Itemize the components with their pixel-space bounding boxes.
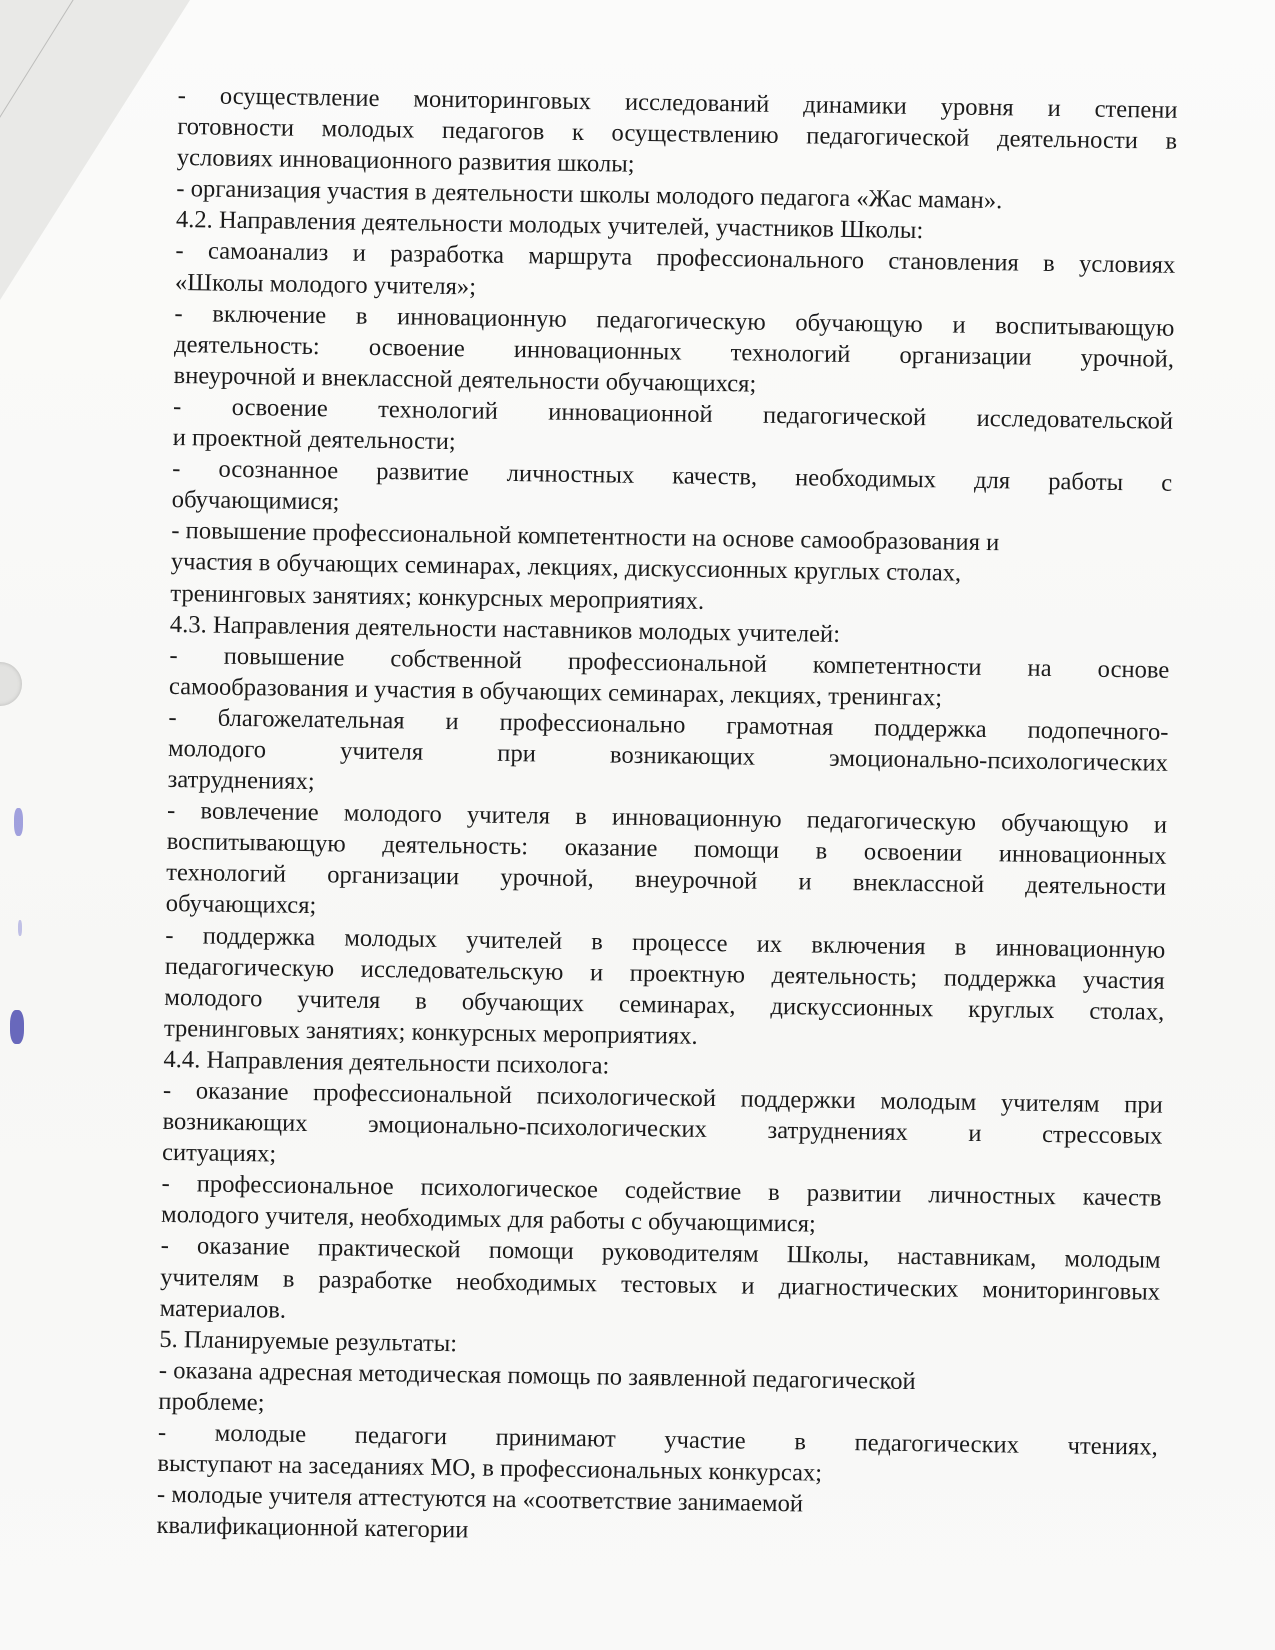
text-line: условиях инновационного развития школы;: [176, 144, 635, 178]
binder-hole: [0, 662, 22, 706]
text-line: - организация участия в деятельности школы молодого педагога «Жас маман».: [176, 175, 1003, 215]
text-line: проблеме;: [158, 1387, 265, 1417]
text-line: деятельность: освоение инновационных технологий организации урочной,: [173, 330, 1175, 373]
text-line: педагогическую исследовательскую и проектную деятельность; поддержка участия: [164, 952, 1165, 995]
text-line: обучающихся;: [165, 890, 317, 920]
text-line: выступают на заседаниях МО, в профессиональных конкурсах;: [157, 1449, 823, 1487]
text-line: молодого учителя в обучающих семинарах, дискуссионных круглых столах,: [164, 983, 1165, 1026]
ink-mark: [14, 808, 23, 836]
text-line: готовности молодых педагогов к осуществлению педагогической деятельности в: [177, 113, 1178, 155]
text-line: - благожелательная и профессионально грамотная поддержка подопечного-: [168, 703, 1169, 746]
text-line: - осуществление мониторинговых исследований динамики уровня и степени: [177, 81, 1178, 124]
text-line: - молодые педагоги принимают участие в педагогических чтениях,: [157, 1418, 1158, 1461]
text-line: квалификационной категории: [156, 1512, 469, 1544]
text-line: - оказание профессиональной психологической поддержки молодым учителям при: [162, 1076, 1164, 1119]
text-line: воспитывающую деятельность: оказание помощи в освоении инновационных: [166, 828, 1167, 870]
text-line: обучающимися;: [171, 486, 340, 516]
text-line: материалов.: [159, 1294, 287, 1324]
text-line: - самоанализ и разработка маршрута профессионального становления в условиях: [175, 237, 1176, 280]
text-line: технологий организации урочной, внеурочной и внеклассной деятельности: [166, 859, 1167, 902]
ink-mark: [10, 1010, 24, 1044]
text-line: - профессиональное психологическое содействие в развитии личностных качеств: [161, 1170, 1162, 1212]
text-line: самообразования и участия в обучающих семинарах, лекциях, тренингах;: [168, 672, 943, 712]
text-line: возникающих эмоционально-психологических затруднениях и стрессовых: [162, 1107, 1163, 1150]
text-line: - оказание практической помощи руководителям Школы, наставникам, молодым: [160, 1232, 1161, 1275]
text-line: и проектной деятельности;: [172, 423, 456, 456]
text-line: - повышение собственной профессиональной компетентности на основе: [169, 641, 1170, 684]
text-line: 4.3. Направления деятельности наставников молодых учителей:: [169, 610, 841, 648]
text-line: - освоение технологий инновационной педагогической исследовательской: [172, 392, 1174, 435]
text-line: тренинговых занятиях; конкурсных мероприятиях.: [170, 579, 705, 615]
text-line: - молодые учителя аттестуются на «соответствие занимаемой: [156, 1481, 804, 1518]
text-line: «Школы молодого учителя»;: [174, 268, 477, 301]
text-line: затруднениях;: [167, 765, 315, 796]
text-line: учителям в разработке необходимых тестовых и диагностических мониторинговых: [160, 1263, 1161, 1306]
text-line: - повышение профессиональной компетентности на основе самообразования и: [171, 517, 1000, 557]
text-line: внеурочной и внеклассной деятельности обучающихся;: [173, 361, 757, 398]
text-line: ситуациях;: [161, 1139, 277, 1168]
text-line: тренинговых занятиях; конкурсных мероприятиях.: [163, 1014, 698, 1050]
text-line: молодого учителя, необходимых для работы с обучающимися;: [160, 1201, 817, 1238]
text-line: 4.2. Направления деятельности молодых учителей, участников Школы:: [175, 206, 924, 245]
document-body: [156, 80, 1178, 1556]
text-line: участия в обучающих семинарах, лекциях, дискуссионных круглых столах,: [170, 548, 962, 588]
ink-mark: [18, 920, 22, 936]
text-line: - включение в инновационную педагогическую обучающую и воспитывающую: [174, 299, 1175, 342]
text-line: молодого учителя при возникающих эмоционально-психологических: [167, 734, 1169, 777]
folded-corner: [0, 0, 190, 300]
text-line: - поддержка молодых учителей в процессе их включения в инновационную: [165, 921, 1166, 964]
text-line: - оказана адресная методическая помощь по заявленной педагогической: [158, 1356, 916, 1395]
text-line: - осознанное развитие личностных качеств, необходимых для работы с: [172, 455, 1173, 497]
text-line: 5. Планируемые результаты:: [159, 1325, 458, 1358]
text-line: 4.4. Направления деятельности психолога:: [163, 1045, 610, 1080]
text-line: - вовлечение молодого учителя в инновационную педагогическую обучающую и: [166, 797, 1168, 839]
